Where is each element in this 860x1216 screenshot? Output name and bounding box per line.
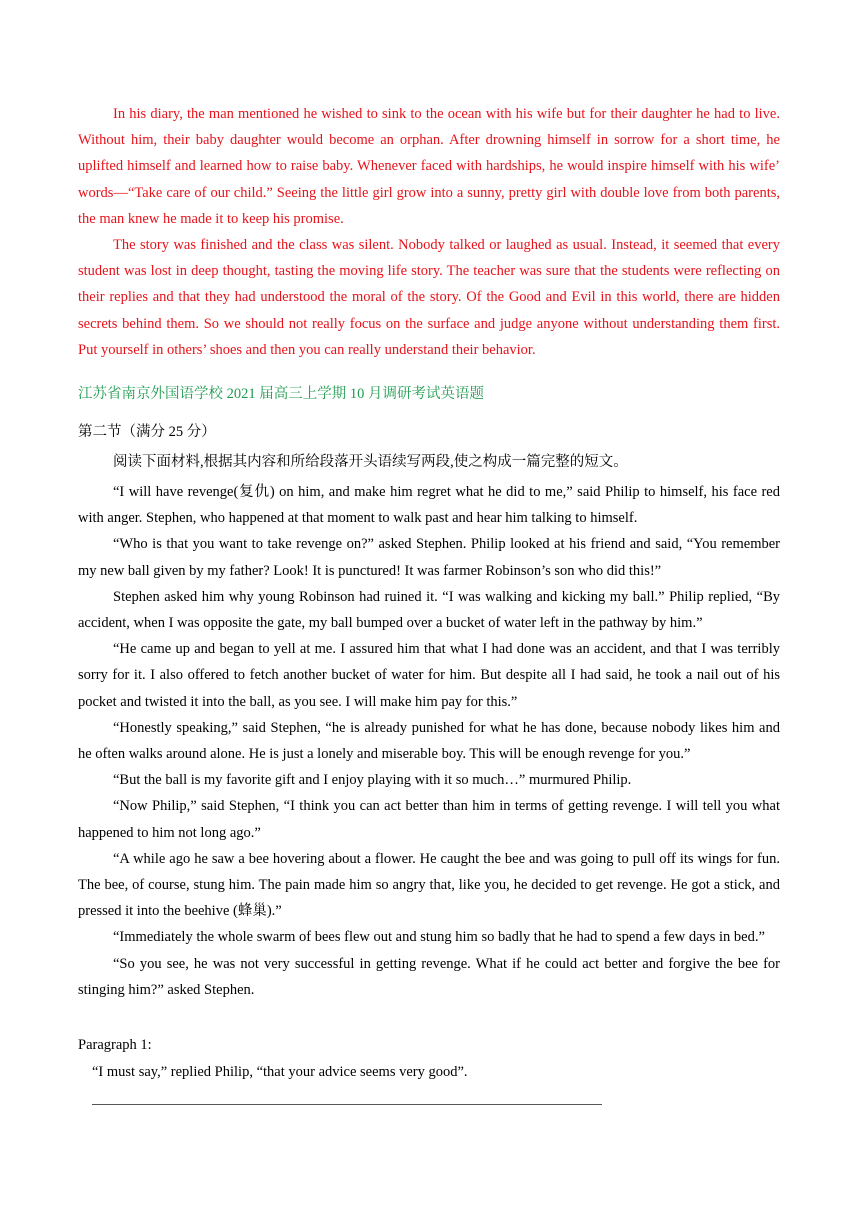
paragraph-1-opening: “I must say,” replied Philip, “that your advice seems very good”. bbox=[92, 1064, 468, 1080]
story-paragraph: “So you see, he was not very successful in getting revenge. What if he could act better and forgive the bee for stinging him?” asked Stephen. bbox=[78, 955, 780, 998]
answer-paragraph-2: The story was finished and the class was silent. Nobody talked or laughed as usual. Instead, it seemed that every student was lost in deep thought, tasting the moving life story. The teacher was sure that the students were reflecting on their replies and that they had understood the moral of the story. Of the Good and Evil in this world, there are hidden secrets behind them. So we should not really focus on the surface and judge anyone without understanding them first. Put yourself in others’ shoes and then you can really understand their behavior. bbox=[78, 237, 780, 358]
answer-writing-line[interactable] bbox=[92, 1104, 602, 1105]
story-paragraph: “Now Philip,” said Stephen, “I think you can act better than him in terms of getting revenge. I will tell you what happened to him not long ago.” bbox=[78, 798, 780, 841]
story-paragraph: “I will have revenge(复仇) on him, and make him regret what he did to me,” said Philip to himself, his face red with anger. Stephen, who happened at that moment to walk past and hear him talking to himself. bbox=[78, 484, 780, 527]
section-title: 第二节（满分 25 分） bbox=[78, 424, 216, 440]
story-text bbox=[78, 479, 780, 1003]
story-paragraph: Stephen asked him why young Robinson had ruined it. “I was walking and kicking my ball.” Philip replied, “By accident, when I was opposite the gate, my ball bumped over a bucket of water left in the pathway by him.” bbox=[78, 588, 780, 632]
story-paragraph: “But the ball is my favorite gift and I enjoy playing with it so much…” murmured Philip. bbox=[113, 772, 632, 789]
story-paragraph: “He came up and began to yell at me. I assured him that what I had done was an accident, and that I was terribly sorry for it. I also offered to fetch another bucket of water for him. But despite all I had said, he took a nail out of his pocket and twisted it into the ball, as you see. I will make him pay for this.” bbox=[78, 641, 780, 710]
sample-answer bbox=[78, 101, 780, 363]
answer-paragraph-1: In his diary, the man mentioned he wished to sink to the ocean with his wife but for their daughter he had to live. Without him, their baby daughter would become an orphan. After drowning himself in sorrow for a short time, he uplifted himself and learned how to raise baby. Whenever faced with hardships, he would inspire himself with his wife’ words—“Take care of our child.” Seeing the little girl grow into a sunny, pretty girl with double love from both parents, the man knew he made it to keep his promise. bbox=[78, 106, 780, 227]
story-paragraph: “Who is that you want to take revenge on?” asked Stephen. Philip looked at his friend and said, “You remember my new ball given by my father? Look! It is punctured! It was farmer Robinson’s son who did this!” bbox=[78, 536, 780, 579]
source-heading: 江苏省南京外国语学校 2021 届高三上学期 10 月调研考试英语题 bbox=[78, 386, 484, 402]
story-paragraph: “A while ago he saw a bee hovering about a flower. He caught the bee and was going to pull off its wings for fun. The bee, of course, stung him. The pain made him so angry that, like you, he decided to get revenge. He got a stick, and pressed it into the beehive (蜂巢).” bbox=[78, 850, 780, 920]
story-paragraph: “Honestly speaking,” said Stephen, “he is already punished for what he has done, because nobody likes him and he often walks around alone. He is just a lonely and miserable boy. This will be enough revenge for you.” bbox=[78, 719, 780, 763]
instruction-text: 阅读下面材料,根据其内容和所给段落开头语续写两段,使之构成一篇完整的短文。 bbox=[113, 454, 628, 470]
paragraph-1-label: Paragraph 1: bbox=[78, 1037, 152, 1053]
story-paragraph: “Immediately the whole swarm of bees flew out and stung him so badly that he had to spend a few days in bed.” bbox=[113, 929, 765, 946]
